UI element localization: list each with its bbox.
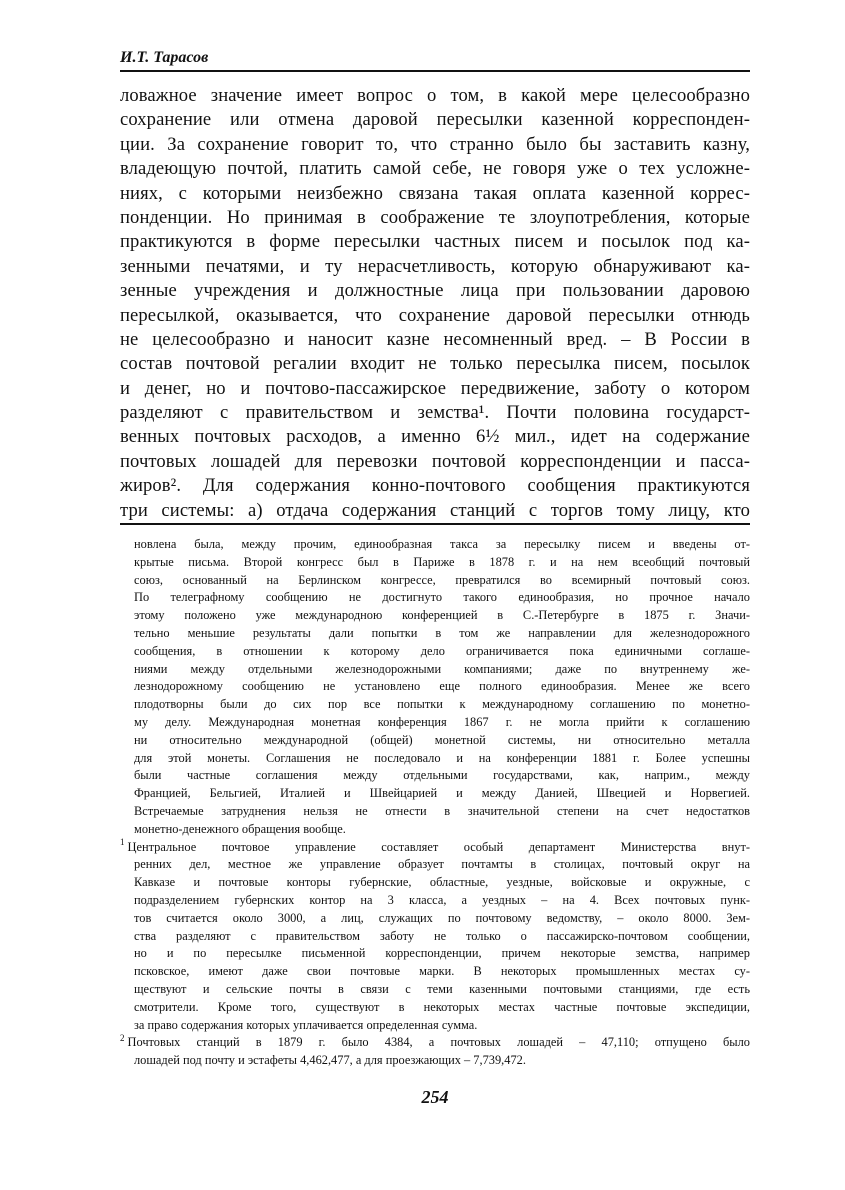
main-text-line: почтовых лошадей для перевозки почтовой корреспонденции и пасса- <box>120 450 750 472</box>
footnote-line: смотрители. Кроме того, существуют в некоторых местах частные почтовые экспедиции, <box>134 999 750 1014</box>
footnote-line: лезнодорожному сообщению не установлено еще полного единообразия. Менее же всего <box>134 679 750 694</box>
main-text <box>120 84 750 523</box>
footnote-2-first-line <box>120 1034 750 1052</box>
main-text-line: зенными печатями, и ту нерасчетливость, которую обнаруживают ка- <box>120 255 750 277</box>
footnote-line: Встречаемые затруднения нельзя не отнести в значительной степени на счет недостатков <box>134 803 750 818</box>
footnote-line: за право содержания которых уплачивается определенная сумма. <box>134 1017 478 1032</box>
footnote-line: этому положено уже международною конференцией в С.-Петербурге в 1875 г. Значи- <box>134 608 750 623</box>
footnote-line: тов считается около 3000, а лиц, служащих по почтовому ведомству, – около 8000. Зем- <box>134 910 750 925</box>
main-text-line: ниях, с которыми неизбежно связана такая оплата казенной коррес- <box>120 182 750 204</box>
main-text-line: ции. За сохранение говорит то, что странно было бы заставить казну, <box>120 133 750 155</box>
footnote-line: ренних дел, местное же управление образует почтамты в столицах, почтовый округ на <box>134 857 750 872</box>
running-header <box>120 48 750 72</box>
main-text-line: три системы: а) отдача содержания станций с торгов тому лицу, кто <box>120 499 750 521</box>
main-text-line: не целесообразно и наносит казне несомненный вред. – В России в <box>120 328 750 350</box>
footnote-line: крытые письма. Второй конгресс был в Париже в 1878 г. и на нем всеобщий почтовый <box>134 554 750 569</box>
footnote-1-mark: 1 <box>120 837 125 848</box>
footnotes <box>120 536 750 1070</box>
footnote-line: псковское, имеют даже свои почтовые марки. В некоторых промышленных местах су- <box>134 964 750 979</box>
main-text-line: пересылкой, оказывается, что сохранение даровой пересылки отнюдь <box>120 304 750 326</box>
footnote-line: ни относительно международной (общей) монетной системы, ни относительно металла <box>134 732 750 747</box>
main-text-line: разделяют с правительством и земства¹. Почти половина государст- <box>120 402 750 424</box>
footnote-line: му делу. Международная монетная конференция 1867 г. не могла прийти к соглашению <box>134 714 750 729</box>
footnote-line: Францией, Бельгией, Италией и Швейцарией и между Данией, Швецией и Норвегией. <box>134 786 750 801</box>
main-text-line: и денег, но и почтово-пассажирское передвижение, заботу о котором <box>120 377 750 399</box>
main-text-line: практикуются в форме пересылки частных писем и посылок под ка- <box>120 231 750 253</box>
footnote-line: сообщения, в отношении к которому дело ограничивается пока единичными соглаше- <box>134 643 750 658</box>
footnote-separator <box>120 523 750 525</box>
footnote-line: ниями между отдельными железнодорожными компаниями; даже по внутреннему же- <box>134 661 750 676</box>
footnote-2-mark: 2 <box>120 1033 125 1044</box>
main-text-line: сохранение или отмена даровой пересылки казенной корреспонден- <box>120 109 750 131</box>
main-text-line: венных почтовых расходов, а именно 6½ мил., идет на содержание <box>120 426 750 448</box>
footnote-line: По телеграфному сообщению не достигнуто такого единообразия, но прочное начало <box>134 590 750 605</box>
footnote-2-text: Почтовых станций в 1879 г. было 4384, а почтовых лошадей – 47,110; отпущено было <box>127 1035 750 1050</box>
main-text-line: понденции. Но принимая в соображение те злоупотребления, которые <box>120 206 750 228</box>
page-number: 254 <box>421 1087 449 1107</box>
main-text-line: состав почтовой регалии входит не только пересылка писем, посылок <box>120 353 750 375</box>
footnote-line: лошадей под почту и эстафеты 4,462,477, а для проезжающих – 7,739,472. <box>134 1053 526 1068</box>
main-text-line: жиров². Для содержания конно-почтового сообщения практикуются <box>120 475 750 497</box>
footnote-line: новлена была, между прочим, единообразная такса за пересылку писем и введены от- <box>134 537 750 551</box>
footnote-line: ства разделяют с правительством заботу не только о пассажирско-почтовом сообщении, <box>134 928 750 943</box>
main-text-line: зенные учреждения и должностные лица при пользовании даровою <box>120 280 750 302</box>
footnote-line: но и по пересылке письменной корреспонденции, причем некоторые земства, например <box>134 946 750 961</box>
footnote-line: были частные соглашения между отдельными государствами, как, наприм., между <box>134 768 750 783</box>
footnote-line: монетно-денежного обращения вообще. <box>134 821 346 836</box>
footnote-line: тельно меньшие результаты дали попытки в том же направлении для железнодорожного <box>134 625 750 640</box>
footnote-line: Кавказе и почтовые конторы губернские, областные, уездные, войсковые и окружные, с <box>134 875 750 890</box>
main-text-line: ловажное значение имеет вопрос о том, в какой мере целесообразно <box>120 85 750 106</box>
footnote-line: для этой монеты. Соглашения не последовало и на конференции 1881 г. Более успешны <box>134 750 750 765</box>
footnote-line: ществуют и сельские почты в связи с теми казенными почтовыми станциями, где есть <box>134 981 750 996</box>
main-text-line: владеющую почтой, платить самой себе, не говоря уже о тех усложне- <box>120 158 750 180</box>
footnote-1-first-line <box>120 839 750 857</box>
footnote-line: плодотворны были до сих пор все попытки к международному соглашению по монетно- <box>134 697 750 712</box>
footnote-1-text: Центральное почтовое управление составляет особый департамент Министерства внут- <box>127 839 750 854</box>
footnote-line: союз, основанный на Берлинском конгрессе, превратился во всемирный почтовый союз. <box>134 572 750 587</box>
footnote-line: подразделением губернских контор на 3 класса, а уездных – на 4. Всех почтовых пунк- <box>134 892 750 907</box>
running-head-author: И.Т. Тарасов <box>120 49 209 66</box>
